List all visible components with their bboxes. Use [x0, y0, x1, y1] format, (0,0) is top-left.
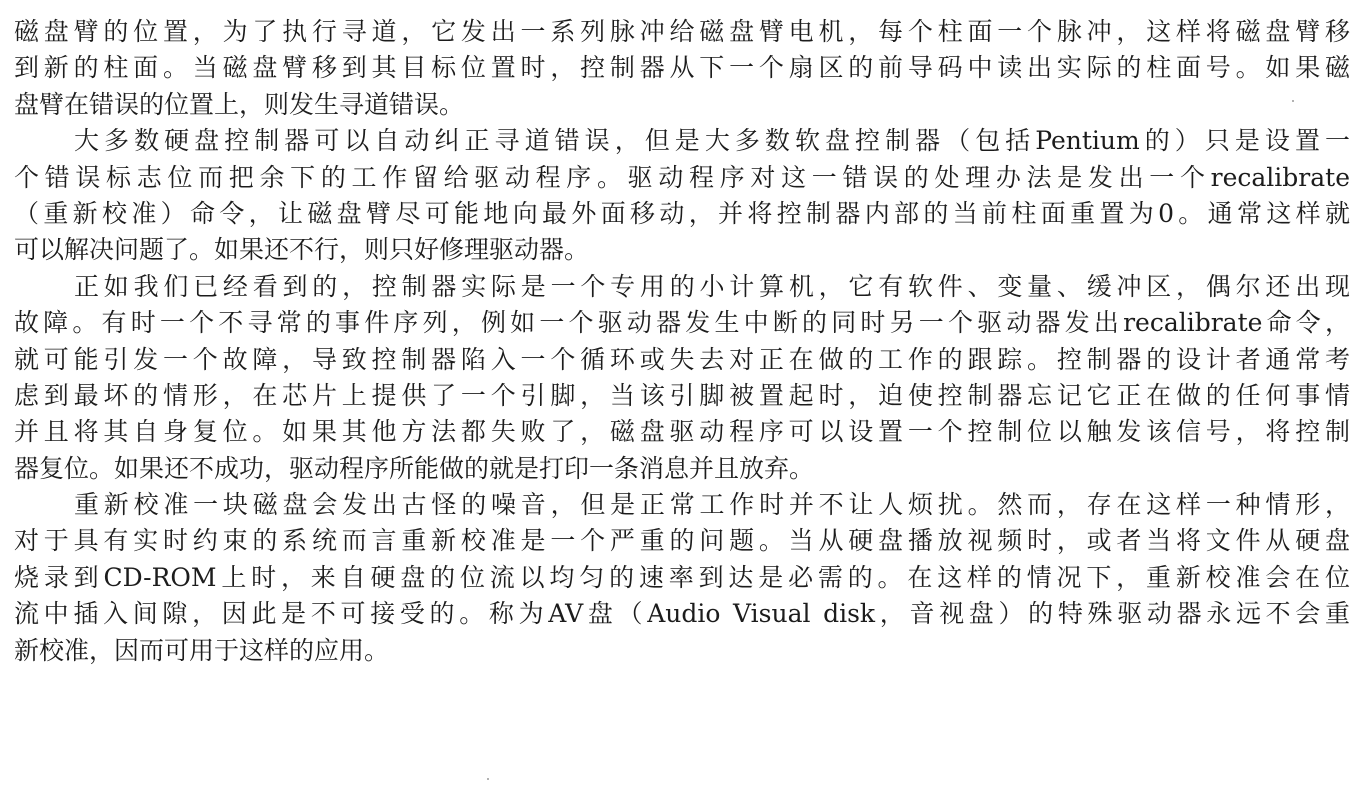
- text-line: 磁盘臂的位置，为了执行寻道，它发出一系列脉冲给磁盘臂电机，每个柱面一个脉冲，这样将磁盘臂移: [14, 17, 1350, 46]
- text-line: 流中插入间隙，因此是不可接受的。称为AV盘（Audio Visual disk，音视盘）的特殊驱动器永远不会重: [14, 599, 1350, 629]
- scan-speck: [487, 778, 489, 780]
- text-line: 盘臂在错误的位置上，则发生寻道错误。: [14, 89, 465, 119]
- text-line: 并且将其自身复位。如果其他方法都失败了，磁盘驱动程序可以设置一个控制位以触发该信号，将控制: [14, 417, 1350, 447]
- text-line: 可以解决问题了。如果还不行，则只好修理驱动器。: [14, 235, 590, 265]
- text-line: 对于具有实时约束的系统而言重新校准是一个严重的问题。当从硬盘播放视频时，或者当将文件从硬盘: [14, 526, 1350, 556]
- text-line: 器复位。如果还不成功，驱动程序所能做的就是打印一条消息并且放弃。: [14, 453, 815, 483]
- text-line: （重新校准）命令，让磁盘臂尽可能地向最外面移动，并将控制器内部的当前柱面重置为0。通常这样就: [14, 198, 1350, 228]
- text-line: 个错误标志位而把余下的工作留给驱动程序。驱动程序对这一错误的处理办法是发出一个recalibrate: [14, 162, 1350, 192]
- text-line: 烧录到CD-ROM上时，来自硬盘的位流以均匀的速率到达是必需的。在这样的情况下，重新校准会在位: [14, 562, 1350, 592]
- text-line: 到新的柱面。当磁盘臂移到其目标位置时，控制器从下一个扇区的前导码中读出实际的柱面号。如果磁: [14, 53, 1350, 83]
- text-line: 虑到最坏的情形，在芯片上提供了一个引脚，当该引脚被置起时，迫使控制器忘记它正在做的任何事情: [14, 380, 1350, 410]
- text-line: 重新校准一块磁盘会发出古怪的噪音，但是正常工作时并不让人烦扰。然而，存在这样一种情形，: [74, 490, 1350, 520]
- text-line: 大多数硬盘控制器可以自动纠正寻道错误，但是大多数软盘控制器（包括Pentium的）只是设置一: [74, 126, 1350, 156]
- scan-speck: [1292, 100, 1294, 102]
- text-line: 正如我们已经看到的，控制器实际是一个专用的小计算机，它有软件、变量、缓冲区，偶尔还出现: [74, 271, 1350, 301]
- text-line: 新校准，因而可用于这样的应用。: [14, 635, 390, 665]
- document-page: [14, 0, 1350, 669]
- text-line: 就可能引发一个故障，导致控制器陷入一个循环或失去对正在做的工作的跟踪。控制器的设计者通常考: [14, 344, 1350, 374]
- text-line: 故障。有时一个不寻常的事件序列，例如一个驱动器发生中断的同时另一个驱动器发出recalibrate命令，: [14, 308, 1350, 338]
